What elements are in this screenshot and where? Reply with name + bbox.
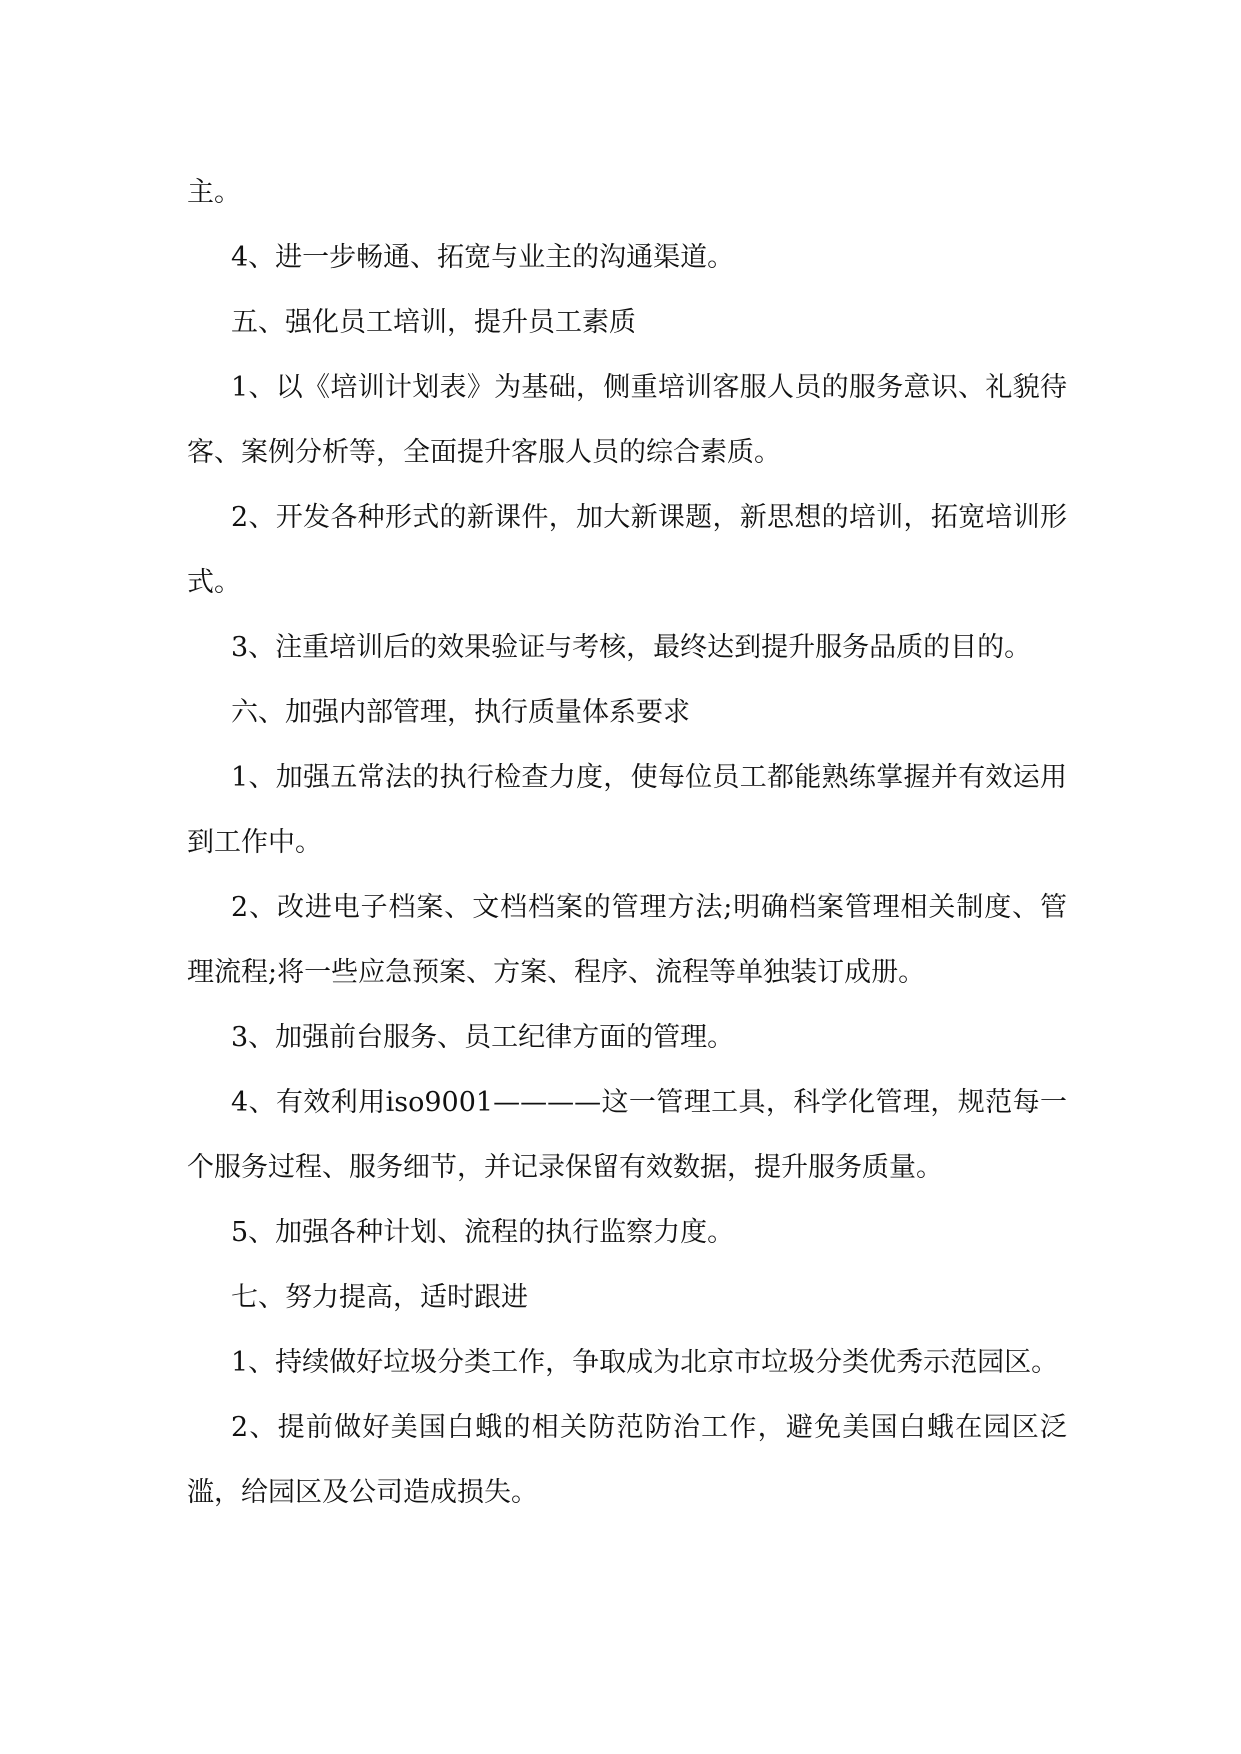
list-item: 2、改进电子档案、文档档案的管理方法;明确档案管理相关制度、管理流程;将一些应急预案、方案、程序、流程等单独装订成册。 — [187, 892, 1067, 988]
list-item: 3、注重培训后的效果验证与考核，最终达到提升服务品质的目的。 — [231, 632, 1032, 663]
list-item: 4、进一步畅通、拓宽与业主的沟通渠道。 — [231, 242, 735, 273]
section-heading: 七、努力提高，适时跟进 — [231, 1282, 528, 1313]
paragraph-continuation: 主。 — [187, 177, 241, 208]
list-item: 1、加强五常法的执行检查力度，使每位员工都能熟练掌握并有效运用到工作中。 — [187, 762, 1067, 858]
list-item: 4、有效利用iso9001————这一管理工具，科学化管理，规范每一个服务过程、服务细节，并记录保留有效数据，提升服务质量。 — [187, 1087, 1067, 1183]
list-item: 3、加强前台服务、员工纪律方面的管理。 — [231, 1022, 735, 1053]
list-item: 5、加强各种计划、流程的执行监察力度。 — [231, 1217, 735, 1248]
list-item: 1、以《培训计划表》为基础，侧重培训客服人员的服务意识、礼貌待客、案例分析等，全面提升客服人员的综合素质。 — [187, 372, 1067, 468]
document-body — [187, 160, 1067, 1525]
list-item: 2、提前做好美国白蛾的相关防范防治工作，避免美国白蛾在园区泛滥，给园区及公司造成损失。 — [187, 1412, 1067, 1508]
section-heading: 六、加强内部管理，执行质量体系要求 — [231, 697, 690, 728]
list-item: 1、持续做好垃圾分类工作，争取成为北京市垃圾分类优秀示范园区。 — [231, 1347, 1059, 1378]
list-item: 2、开发各种形式的新课件，加大新课题，新思想的培训，拓宽培训形式。 — [187, 502, 1067, 598]
section-heading: 五、强化员工培训，提升员工素质 — [231, 307, 636, 338]
